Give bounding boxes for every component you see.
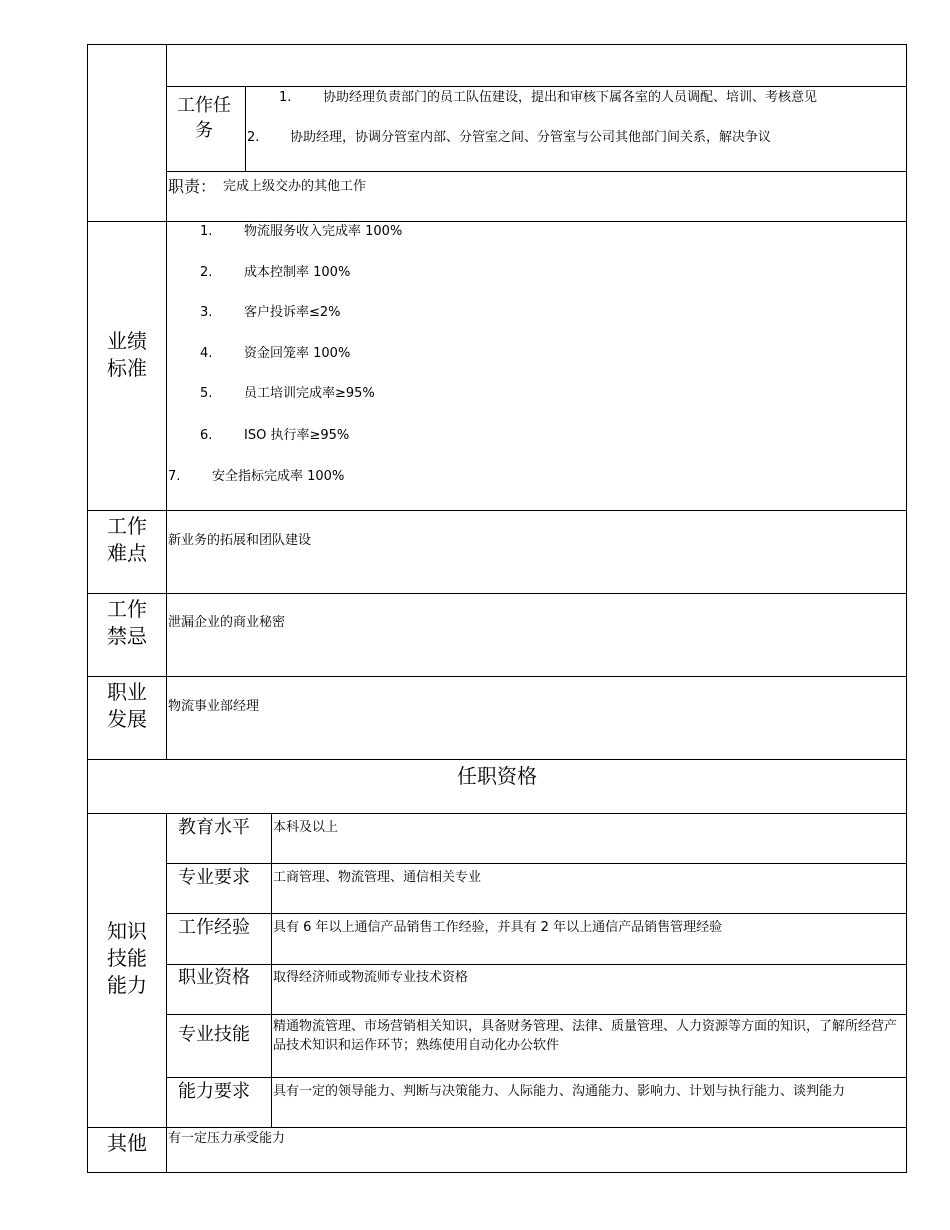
row-divider	[166, 1014, 907, 1015]
career-text: 物流事业部经理	[168, 699, 260, 714]
qualification-row-value: 本科及以上	[273, 820, 339, 835]
qualification-row-label: 教育水平	[178, 817, 250, 838]
performance-text: 员工培训完成率≥95%	[244, 386, 375, 401]
row-divider	[87, 593, 907, 594]
taboo-label: 工作禁忌	[107, 597, 147, 648]
row-divider	[87, 221, 907, 222]
performance-number: 6.	[200, 428, 213, 443]
column-divider	[166, 44, 167, 759]
duty-label: 职责：	[168, 177, 217, 196]
table-frame	[87, 44, 907, 1173]
task-number: 2.	[247, 130, 260, 145]
row-divider	[87, 1127, 907, 1128]
qualification-row-label: 专业技能	[178, 1024, 250, 1045]
qualification-group-label: 知识技能能力	[107, 919, 147, 997]
performance-text: 成本控制率 100%	[244, 265, 351, 280]
qualification-row-label: 工作经验	[178, 917, 250, 938]
task-text: 协助经理，协调分管室内部、分管室之间、分管室与公司其他部门间关系，解决争议	[290, 130, 772, 145]
row-divider	[166, 964, 907, 965]
task-text: 协助经理负责部门的员工队伍建设，提出和审核下属各室的人员调配、培训、考核意见	[323, 90, 818, 105]
task-number: 1.	[279, 90, 292, 105]
performance-text: 客户投诉率≤2%	[244, 305, 341, 320]
performance-number: 5.	[200, 386, 213, 401]
column-divider	[271, 813, 272, 1127]
column-divider	[166, 813, 167, 1173]
other-label: 其他	[107, 1131, 147, 1155]
qualification-row-value: 具有 6 年以上通信产品销售工作经验，并具有 2 年以上通信产品销售管理经验	[273, 920, 723, 935]
taboo-text: 泄漏企业的商业秘密	[168, 615, 286, 630]
performance-text: 物流服务收入完成率 100%	[244, 224, 403, 239]
difficulty-label: 工作难点	[107, 514, 147, 565]
qualification-row-value: 精通物流管理、市场营销相关知识，具备财务管理、法律、质量管理、人力资源等方面的知识，了解所经营产品技术知识和运作环节；熟练使用自动化办公软件	[273, 1019, 898, 1053]
career-label: 职业发展	[107, 680, 147, 731]
row-divider	[166, 171, 907, 172]
performance-text: 资金回笼率 100%	[244, 346, 351, 361]
qualification-row-label: 能力要求	[178, 1081, 250, 1102]
qualification-row-label: 职业资格	[178, 967, 250, 988]
other-text: 有一定压力承受能力	[168, 1131, 286, 1146]
row-divider	[87, 759, 907, 760]
row-divider	[166, 86, 907, 87]
duty-text: 完成上级交办的其他工作	[223, 179, 367, 194]
column-divider	[245, 86, 246, 171]
performance-number: 7.	[168, 469, 181, 484]
qualification-title: 任职资格	[457, 764, 537, 788]
task-label: 工作任务	[177, 95, 231, 141]
row-divider	[87, 813, 907, 814]
row-divider	[87, 676, 907, 677]
performance-number: 2.	[200, 265, 213, 280]
row-divider	[166, 863, 907, 864]
performance-number: 1.	[200, 224, 213, 239]
row-divider	[166, 1077, 907, 1078]
qualification-row-value: 具有一定的领导能力、判断与决策能力、人际能力、沟通能力、影响力、计划与执行能力、谈判能力	[273, 1084, 846, 1099]
qualification-row-value: 工商管理、物流管理、通信相关专业	[273, 870, 482, 885]
performance-number: 4.	[200, 346, 213, 361]
qualification-row-value: 取得经济师或物流师专业技术资格	[273, 970, 469, 985]
qualification-row-label: 专业要求	[178, 867, 250, 888]
performance-text: 安全指标完成率 100%	[212, 469, 345, 484]
row-divider	[166, 913, 907, 914]
row-divider	[87, 510, 907, 511]
performance-text: ISO 执行率≥95%	[244, 428, 350, 443]
performance-label: 业绩标准	[107, 329, 147, 380]
difficulty-text: 新业务的拓展和团队建设	[168, 533, 312, 548]
performance-number: 3.	[200, 305, 213, 320]
